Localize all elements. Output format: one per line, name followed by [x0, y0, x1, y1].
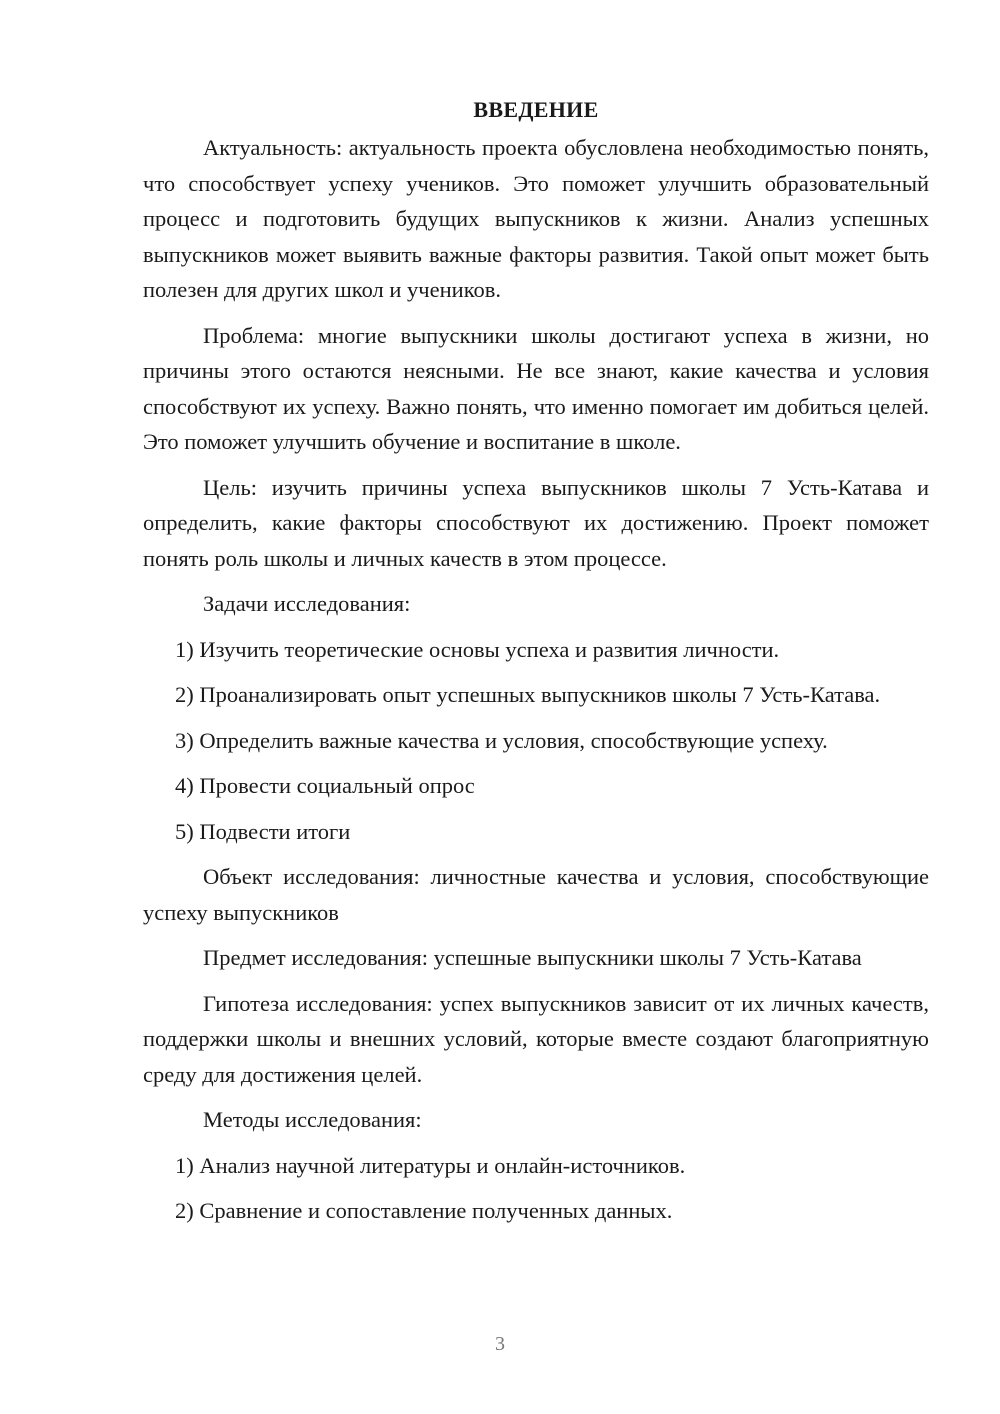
method-item-1: 1) Анализ научной литературы и онлайн-источников.: [175, 1152, 686, 1178]
document-page: [143, 92, 929, 1239]
methods-label: Методы исследования:: [203, 1107, 422, 1132]
section-heading: ВВЕДЕНИЕ: [473, 97, 599, 122]
task-item-2: 2) Проанализировать опыт успешных выпускников школы 7 Усть-Катава.: [175, 682, 881, 707]
page-number: 3: [495, 1333, 505, 1355]
goal-paragraph: Цель: изучить причины успеха выпускников школы 7 Усть-Катава и определить, какие факторы способствуют их достижению. Проект поможет понять роль школы и личных качеств в этом процессе.: [143, 474, 929, 571]
task-item-4: 4) Провести социальный опрос: [175, 773, 475, 798]
task-item-3: 3) Определить важные качества и условия, способствующие успеху.: [175, 727, 828, 753]
method-item-2: 2) Сравнение и сопоставление полученных данных.: [175, 1198, 673, 1223]
relevance-paragraph: Актуальность: актуальность проекта обусловлена необходимостью понять, что способствует успеху учеников. Это поможет улучшить образовательный процесс и подготовить будущих выпускников к жизни. Анализ успешных выпускников может выявить важные факторы развития. Такой опыт может быть полезен для других школ и учеников.: [143, 135, 929, 302]
subject-paragraph: Предмет исследования: успешные выпускники школы 7 Усть-Катава: [203, 945, 862, 970]
task-item-5: 5) Подвести итоги: [175, 818, 351, 844]
hypothesis-paragraph: Гипотеза исследования: успех выпускников зависит от их личных качеств, поддержки школы и внешних условий, которые вместе создают благоприятную среду для достижения целей.: [143, 990, 929, 1087]
problem-paragraph: Проблема: многие выпускники школы достигают успеха в жизни, но причины этого остаются неясными. Не все знают, какие качества и условия способствуют их успеху. Важно понять, что именно помогает им добиться целей. Это поможет улучшить обучение и воспитание в школе.: [143, 322, 929, 454]
task-item-1: 1) Изучить теоретические основы успеха и развития личности.: [175, 636, 780, 662]
object-paragraph: Объект исследования: личностные качества и условия, способствующие успеху выпускников: [143, 864, 929, 925]
tasks-label: Задачи исследования:: [203, 591, 411, 616]
